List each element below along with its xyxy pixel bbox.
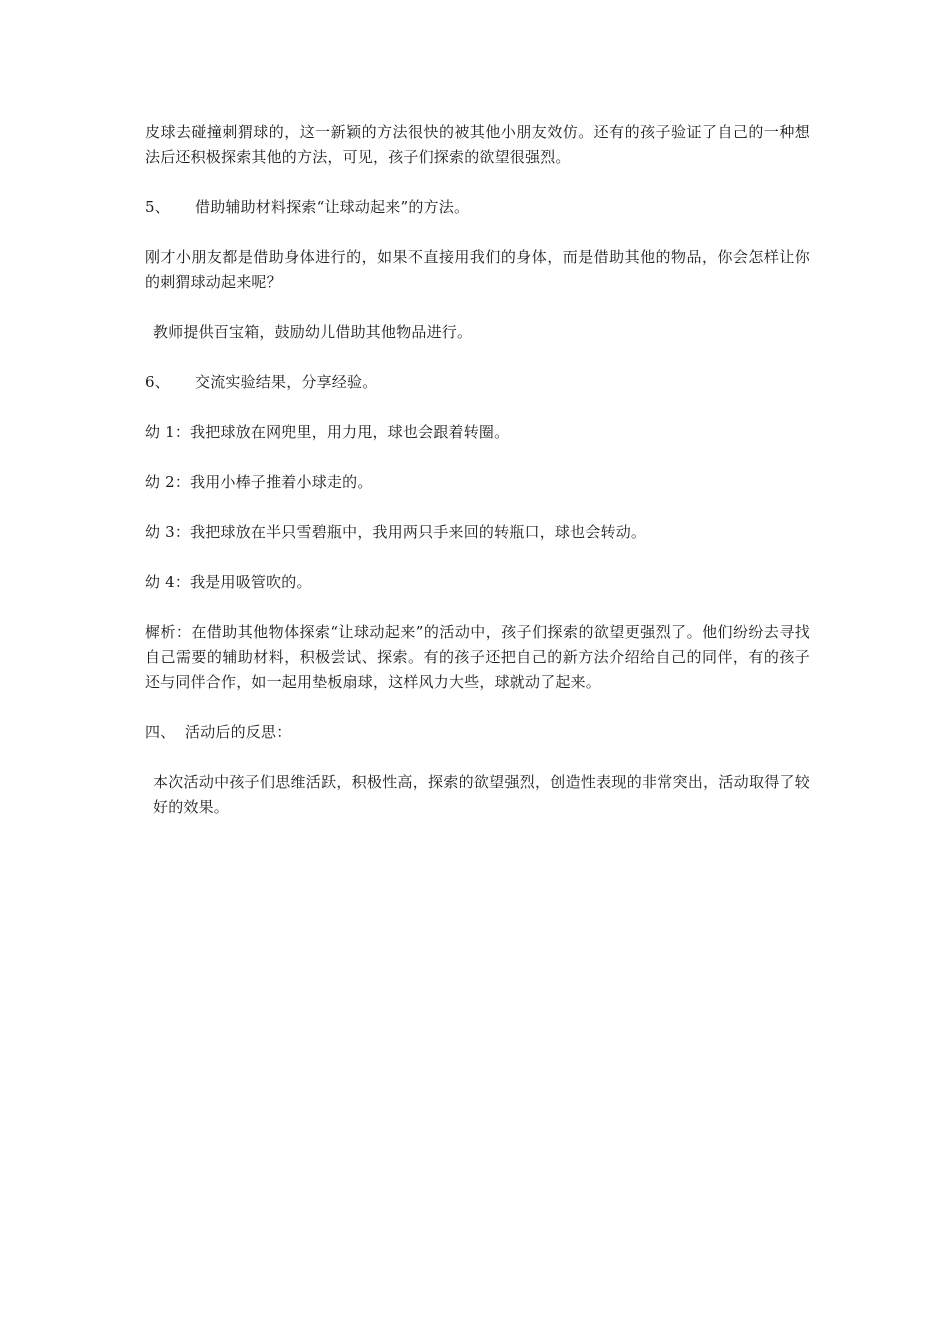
child-answer-3: 幼 3：我把球放在半只雪碧瓶中，我用两只手来回的转瓶口，球也会转动。 (145, 523, 647, 541)
child-answer-1: 幼 1：我把球放在网兜里，用力甩，球也会跟着转圈。 (145, 423, 510, 441)
paragraph-reflection: 本次活动中孩子们思维活跃，积极性高，探索的欲望强烈，创造性表现的非常突出，活动取得了较好的效果。 (153, 773, 810, 816)
document-body (145, 120, 810, 845)
step-5-text: 借助辅助材料探索“让球动起来”的方法。 (195, 198, 470, 216)
step-6-heading (145, 370, 810, 395)
child-answer-2: 幼 2：我用小棒子推着小球走的。 (145, 473, 373, 491)
step-5-heading (145, 195, 810, 220)
child-answer-4: 幼 4：我是用吸管吹的。 (145, 573, 312, 591)
paragraph-analysis: 樨析：在借助其他物体探索“让球动起来”的活动中，孩子们探索的欲望更强烈了。他们纷纷去寻找自己需要的辅助材料，积极尝试、探索。有的孩子还把自己的新方法介绍给自己的同伴，有的孩子还与同伴合作，如一起用垫板扇球，这样风力大些，球就动了起来。 (145, 623, 810, 691)
paragraph-question: 刚才小朋友都是借助身体进行的，如果不直接用我们的身体，而是借助其他的物品，你会怎样让你的刺猬球动起来呢？ (145, 248, 810, 291)
section-4-number: 四、 (145, 723, 176, 741)
step-6-text: 交流实验结果，分享经验。 (195, 373, 378, 391)
section-4-heading (145, 720, 810, 745)
paragraph-continuation: 皮球去碰撞刺猬球的，这一新颖的方法很快的被其他小朋友效仿。还有的孩子验证了自己的一种想法后还积极探索其他的方法，可见，孩子们探索的欲望很强烈。 (145, 123, 810, 166)
section-4-text: 活动后的反思： (185, 723, 292, 741)
step-6-number: 6、 (145, 373, 170, 391)
step-5-number: 5、 (145, 198, 170, 216)
paragraph-teacher-note: 教师提供百宝箱，鼓励幼儿借助其他物品进行。 (153, 323, 473, 341)
